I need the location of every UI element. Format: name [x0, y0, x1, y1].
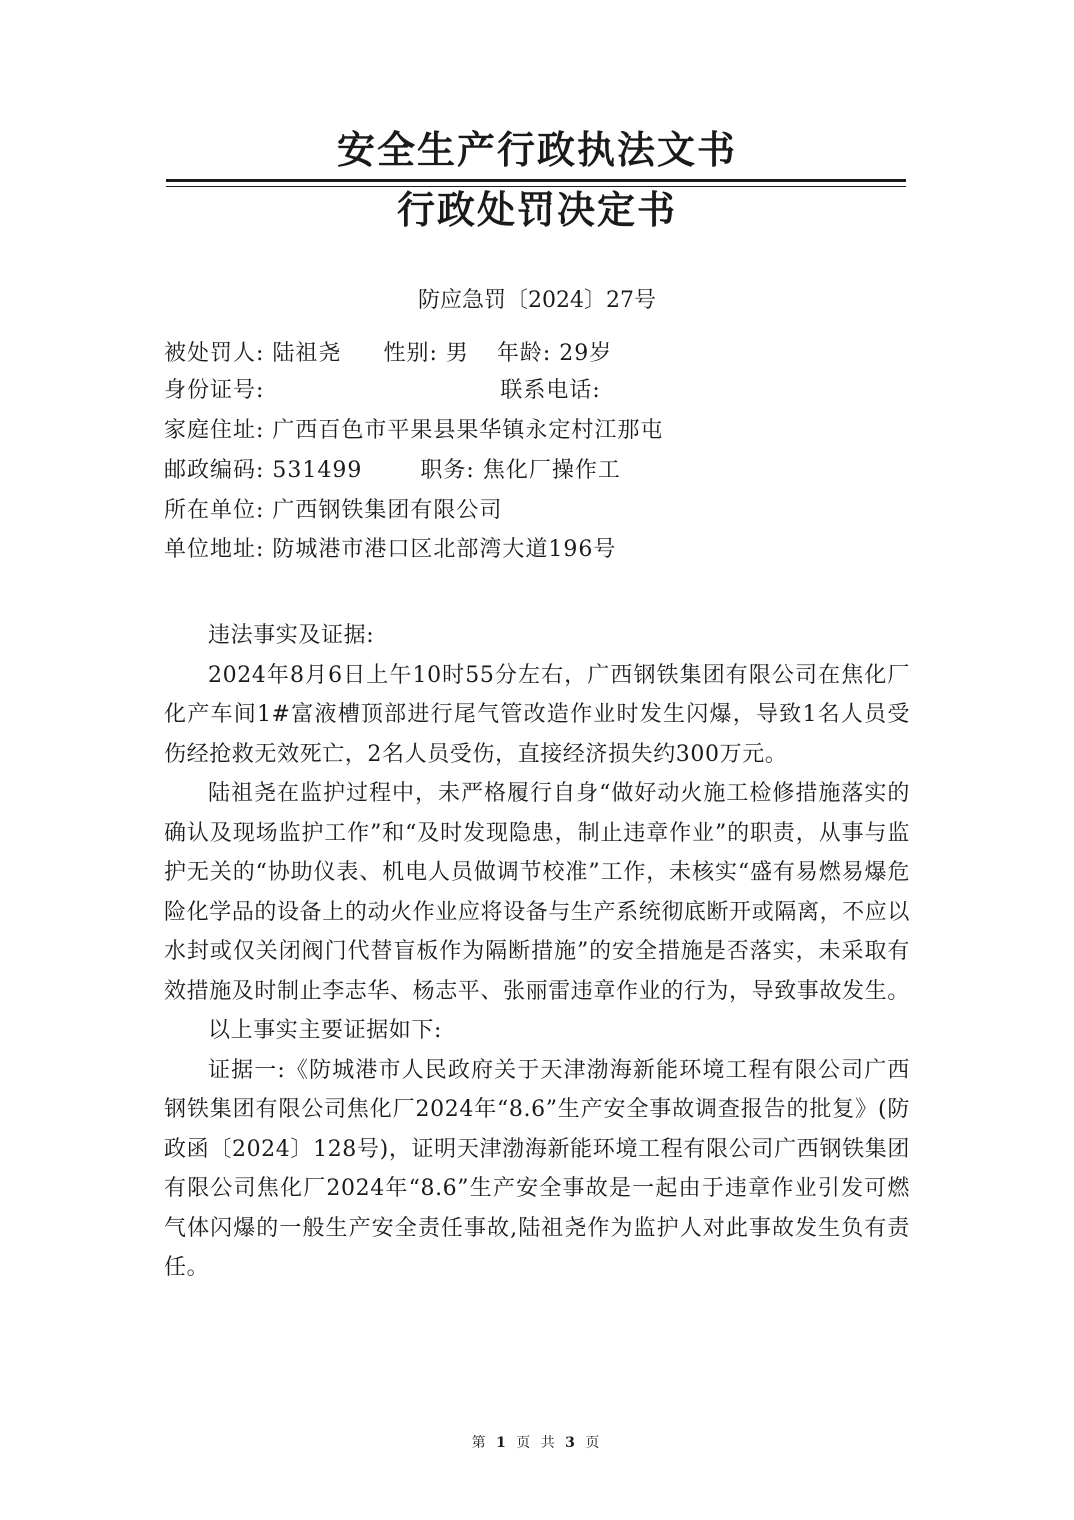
- document-body: [164, 616, 910, 1288]
- id-label: 身份证号:: [164, 378, 265, 403]
- phone-label: 联系电话:: [500, 378, 601, 403]
- party-address-line: [164, 414, 663, 448]
- paragraph-evidence-intro: 以上事实主要证据如下:: [208, 1018, 443, 1043]
- party-org-line: [164, 494, 502, 528]
- footer-total-pages: 3: [565, 1435, 578, 1451]
- footer-middle: 页 共: [516, 1435, 558, 1451]
- gender-label: 性别:: [383, 341, 438, 366]
- org-value: 广西钢铁集团有限公司: [272, 498, 503, 523]
- footer-page-number: 1: [496, 1435, 509, 1451]
- address-label: 家庭住址:: [164, 418, 265, 443]
- party-id-line: [164, 374, 601, 408]
- position-value: 焦化厂操作工: [482, 458, 621, 483]
- postcode-label: 邮政编码:: [164, 458, 265, 483]
- violation-heading: 违法事实及证据:: [208, 623, 375, 648]
- party-org-address-line: [164, 533, 616, 567]
- document-title: 安全生产行政执法文书: [336, 127, 737, 172]
- org-label: 所在单位:: [164, 498, 265, 523]
- paragraph-violation: 陆祖尧在监护过程中，未严格履行自身“做好动火施工检修措施落实的确认及现场监护工作”和“及时发现隐患，制止违章作业”的职责，从事与监护无关的“协助仪表、机电人员做调节校准”工作，未核实“盛有易燃易爆危险化学品的设备上的动火作业应将设备与生产系统彻底断开或隔离，不应以水封或仅关闭阀门代替盲板作为隔断措施”的安全措施是否落实，未采取有效措施及时制止李志华、杨志平、张丽雷违章作业的行为，导致事故发生。: [164, 781, 910, 1004]
- org-address-value: 防城港市港口区北部湾大道196号: [272, 537, 617, 562]
- org-address-label: 单位地址:: [164, 537, 265, 562]
- name-value: 陆祖尧: [272, 341, 342, 366]
- paragraph-evidence-one: 证据一:《防城港市人民政府关于天津渤海新能环境工程有限公司广西钢铁集团有限公司焦化厂2024年“8.6”生产安全事故调查报告的批复》(防政函〔2024〕128号)，证明天津渤海新能环境工程有限公司广西钢铁集团有限公司焦化厂2024年“8.6”生产安全事故是一起由于违章作业引发可燃气体闪爆的一般生产安全责任事故,陆祖尧作为监护人对此事故发生负有责任。: [164, 1057, 910, 1280]
- party-postcode-line: [164, 454, 621, 488]
- postcode-value: 531499: [272, 458, 363, 483]
- page-footer: [0, 1433, 1074, 1453]
- footer-prefix: 第: [471, 1435, 489, 1451]
- gender-value: 男: [445, 341, 469, 366]
- document-subtitle: 行政处罚决定书: [396, 187, 677, 232]
- age-value: 29岁: [559, 341, 613, 366]
- name-label: 被处罚人:: [164, 341, 265, 366]
- document-number: 防应急罚〔2024〕27号: [418, 288, 656, 313]
- age-label: 年龄:: [496, 341, 552, 366]
- footer-suffix: 页: [585, 1435, 603, 1451]
- party-name-line: [164, 337, 612, 371]
- paragraph-incident: 2024年8月6日上午10时55分左右，广西钢铁集团有限公司在焦化厂化产车间1#富液槽顶部进行尾气管改造作业时发生闪爆，导致1名人员受伤经抢救无效死亡，2名人员受伤，直接经济损失约300万元。: [164, 662, 910, 767]
- position-label: 职务:: [420, 458, 475, 483]
- address-value: 广西百色市平果县果华镇永定村江那屯: [272, 418, 664, 443]
